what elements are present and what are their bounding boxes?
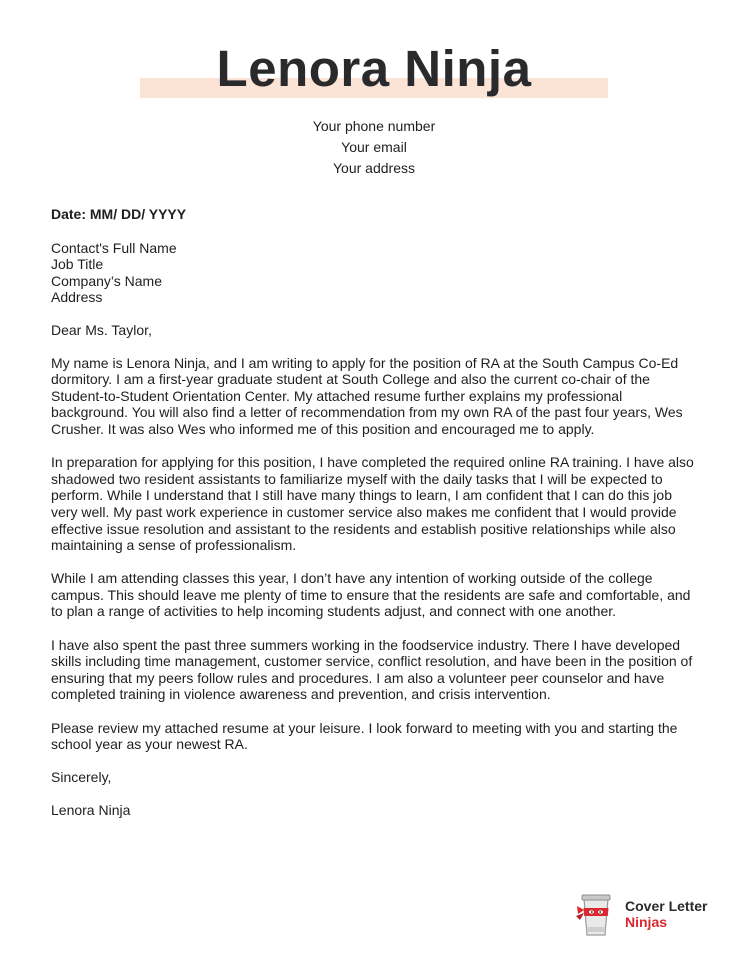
recipient-name: Contact's Full Name bbox=[51, 239, 177, 256]
logo-text bbox=[625, 898, 707, 930]
letter-body bbox=[51, 206, 701, 819]
paragraph-intro: My name is Lenora Ninja, and I am writing to apply for the position of RA at the South Campus Co-Ed dormitory. I am a first-year graduate student at South College and also the current co-chair of the Student-to-Student Orientation Center. My attached resume further explains my professional background. You will also find a letter of recommendation from my own RA of the past four years, Wes Crusher. It was also Wes who informed me of this position and encouraged me to apply. bbox=[51, 354, 683, 437]
logo-line-1: Cover Letter bbox=[625, 898, 708, 914]
contact-phone: Your phone number bbox=[312, 118, 436, 134]
brand-logo bbox=[576, 891, 726, 937]
paragraph-experience: I have also spent the past three summers working in the foodservice industry. There I have developed skills including time management, customer service, conflict resolution, and have been in the position of ensuring that my peers follow rules and procedures. I am also a volunteer peer counselor and have completed training in violence awareness and prevention, and crisis intervention. bbox=[51, 636, 693, 703]
logo-line-2: Ninjas bbox=[625, 914, 668, 930]
recipient-block bbox=[51, 240, 701, 306]
signature-name: Lenora Ninja bbox=[51, 802, 131, 818]
recipient-address: Address bbox=[51, 289, 103, 306]
salutation: Dear Ms. Taylor, bbox=[51, 321, 152, 338]
contact-block bbox=[0, 116, 748, 179]
letter-date: Date: MM/ DD/ YYYY bbox=[51, 206, 187, 222]
paragraph-closing: Please review my attached resume at your leisure. I look forward to meeting with you and starting the school year as your newest RA. bbox=[51, 719, 678, 753]
paragraph-availability: While I am attending classes this year, I don’t have any intention of working outside of the college campus. This should leave me plenty of time to ensure that the residents are safe and comfortable, and to plan a range of activities to help incoming students adjust, and connect with one another. bbox=[51, 570, 691, 620]
signoff: Sincerely, bbox=[51, 769, 112, 786]
recipient-company: Company’s Name bbox=[51, 272, 163, 289]
recipient-title: Job Title bbox=[51, 256, 104, 273]
ninja-cup-icon bbox=[576, 891, 616, 937]
paragraph-preparation: In preparation for applying for this position, I have completed the required online RA training. I have also shadowed two resident assistants to familiarize myself with the daily tasks that I will be expected to perform. While I understand that I still have many things to learn, I am confident that I can do this job very well. My past work experience in customer service also makes me confident that I would provide effective issue resolution and assistant to the residents and establish positive relationships while also maintaining a sense of professionalism. bbox=[51, 454, 694, 554]
contact-address: Your address bbox=[333, 160, 415, 176]
applicant-name: Lenora Ninja bbox=[216, 40, 532, 97]
contact-email: Your email bbox=[341, 139, 407, 155]
